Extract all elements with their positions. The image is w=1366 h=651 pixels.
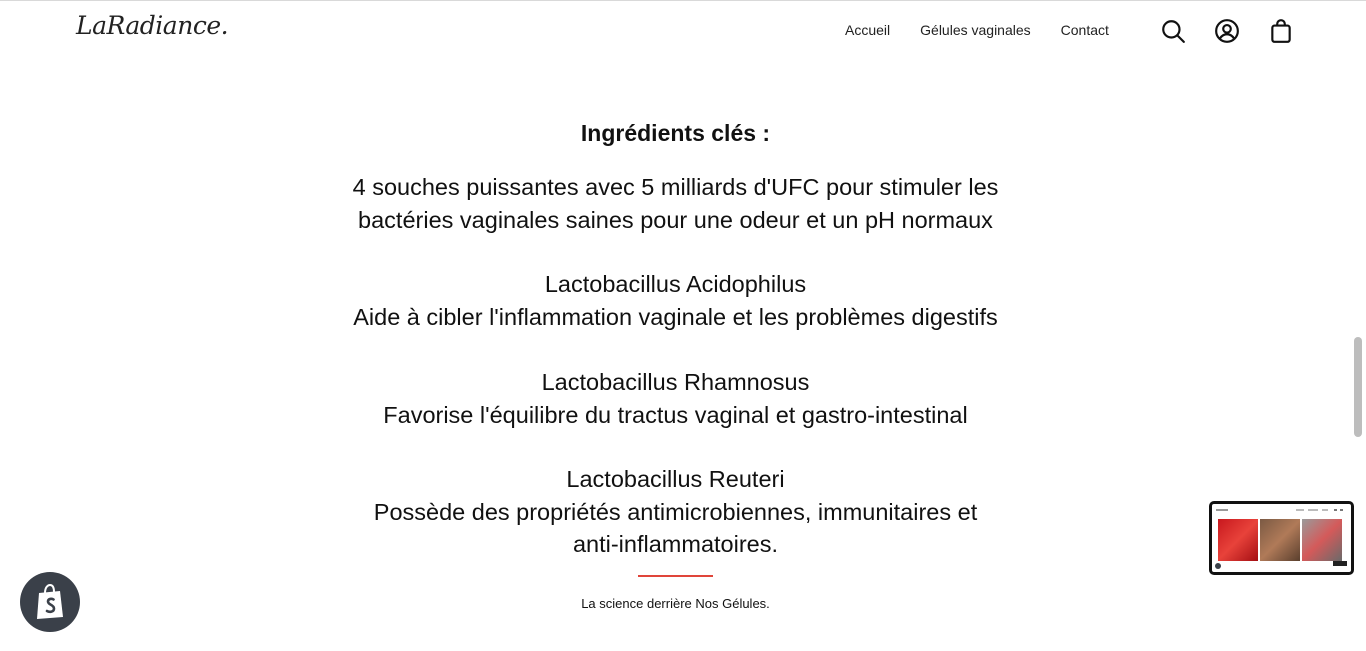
section-caption: La science derrière Nos Gélules. — [581, 596, 770, 611]
preview-badge-dot — [1215, 563, 1221, 569]
ingredient-name: Lactobacillus Rhamnosus — [541, 369, 810, 395]
preview-content — [1212, 504, 1351, 572]
nav-link-gelules-vaginales[interactable]: Gélules vaginales — [920, 22, 1031, 38]
ingredient-acidophilus — [0, 268, 1351, 333]
scrollbar-thumb[interactable] — [1354, 337, 1362, 437]
preview-image-1 — [1218, 519, 1258, 561]
ingredient-rhamnosus — [0, 366, 1351, 431]
intro-paragraph — [0, 171, 1351, 236]
preview-image-3 — [1302, 519, 1342, 561]
ingredient-name: Lactobacillus Reuteri — [566, 466, 785, 492]
intro-line-2: bactéries vaginales saines pour une odeur et un pH normaux — [358, 206, 993, 233]
cart-button[interactable] — [1267, 17, 1295, 45]
nav-link-accueil[interactable]: Accueil — [845, 22, 891, 38]
intro-line-1: 4 souches puissantes avec 5 milliards d'UFC pour stimuler les — [352, 174, 999, 200]
main-nav — [845, 22, 1109, 38]
shopify-bag-icon — [33, 583, 67, 621]
search-button[interactable] — [1159, 17, 1187, 45]
cart-icon — [1268, 18, 1294, 44]
account-icon — [1214, 18, 1240, 44]
ingredient-description: Favorise l'équilibre du tractus vaginal et gastro-intestinal — [383, 401, 968, 428]
ingredient-description: Possède des propriétés antimicrobiennes, immunitaires et — [373, 498, 978, 525]
preview-header-bar — [1216, 508, 1346, 512]
account-button[interactable] — [1213, 17, 1241, 45]
nav-link-contact[interactable]: Contact — [1060, 22, 1109, 38]
ingredient-description: Aide à cibler l'inflammation vaginale et les problèmes digestifs — [353, 303, 998, 330]
preview-tag — [1333, 561, 1347, 566]
accent-divider — [638, 575, 713, 577]
brand-logo[interactable]: LaRadiance. — [76, 11, 229, 40]
preview-image-2 — [1260, 519, 1300, 561]
ingredient-reuteri — [0, 463, 1351, 561]
shopify-badge[interactable] — [20, 572, 80, 632]
ingredient-name: Lactobacillus Acidophilus — [544, 271, 807, 297]
page-preview-thumbnail[interactable] — [1209, 501, 1354, 575]
section-heading: Ingrédients clés : — [580, 120, 771, 146]
search-icon — [1160, 18, 1186, 44]
ingredient-description-cont: anti-inflammatoires. — [572, 531, 779, 557]
